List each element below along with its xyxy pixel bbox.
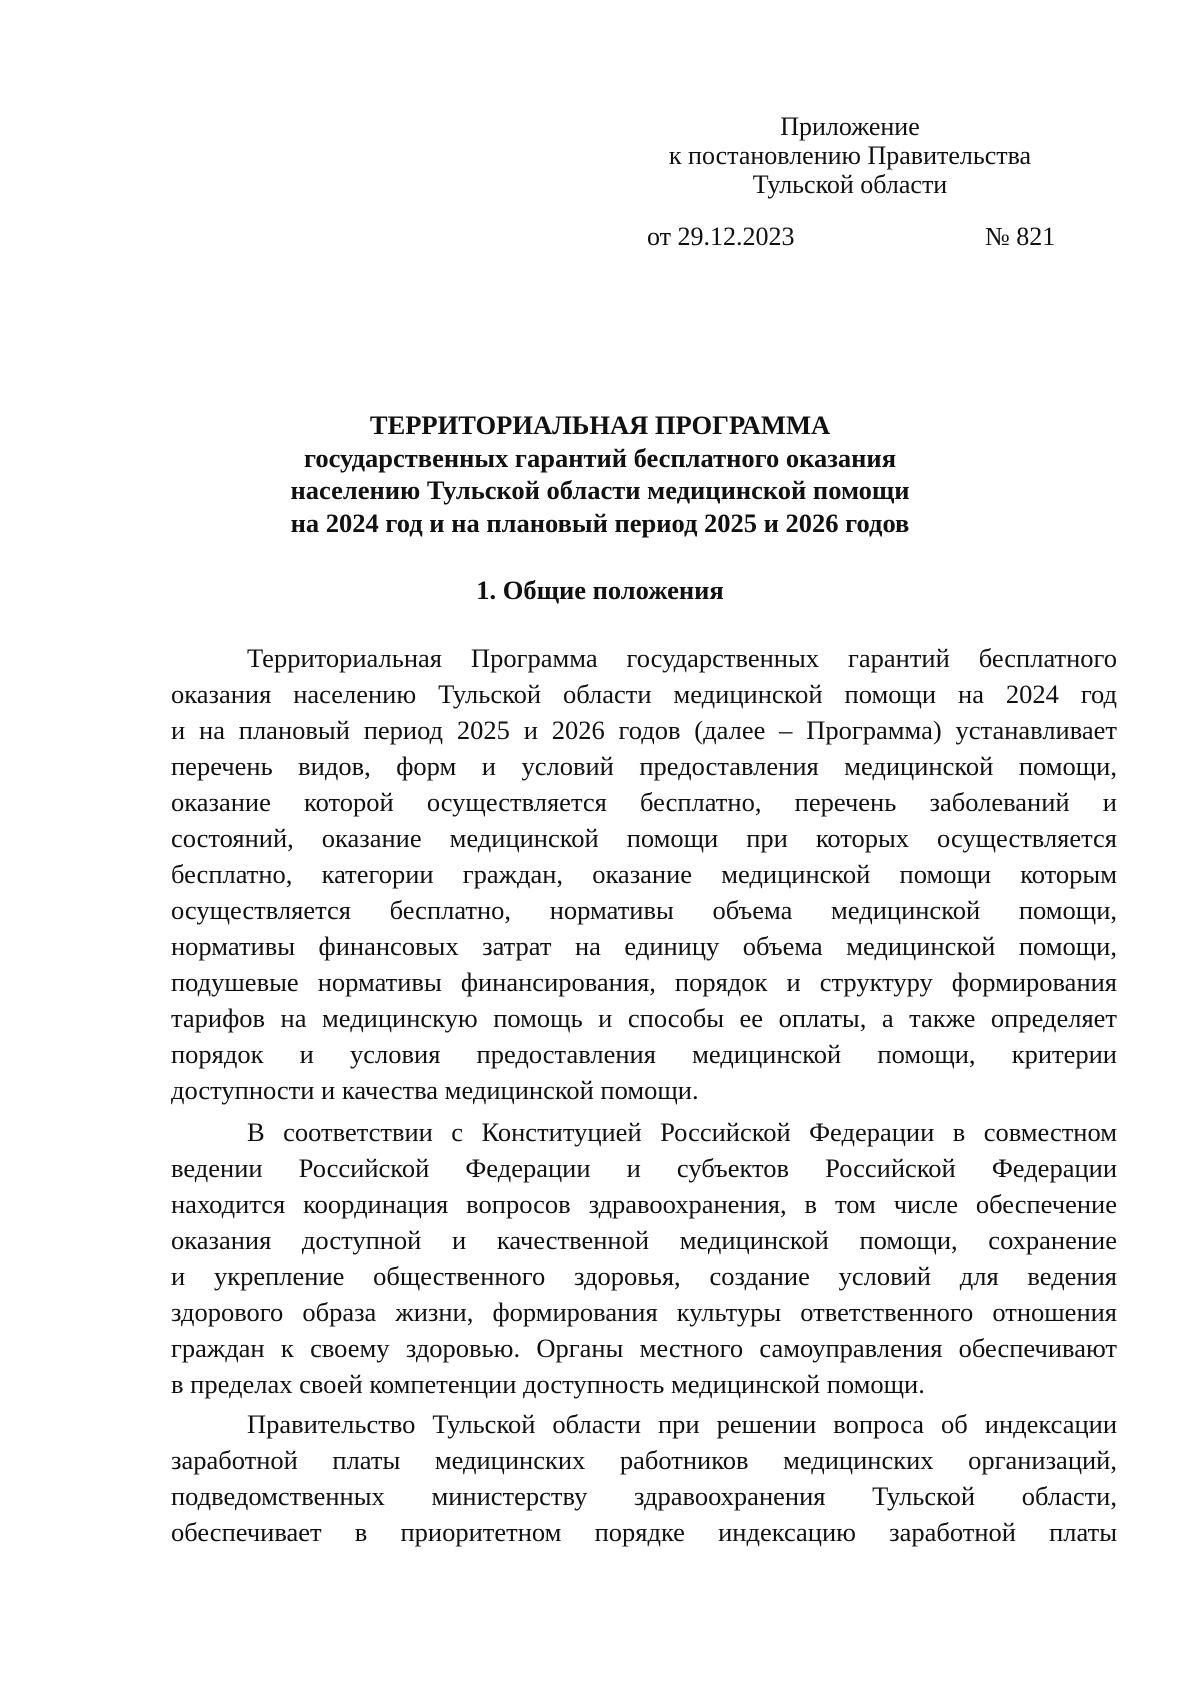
text-line: подведомственных министерству здравоохранения Тульской области, [171, 1481, 1117, 1511]
text-line: состояний, оказание медицинской помощи при которых осуществляется [171, 823, 1117, 853]
approval-line: Приложение [780, 112, 920, 141]
text-line: находится координация вопросов здравоохранения, в том числе обеспечение [171, 1189, 1117, 1219]
text-line: перечень видов, форм и условий предоставления медицинской помощи, [171, 751, 1117, 781]
text-line: граждан к своему здоровью. Органы местного самоуправления обеспечивают [171, 1333, 1117, 1363]
text-line: оказание которой осуществляется бесплатно, перечень заболеваний и [171, 787, 1117, 817]
document-number: № 821 [985, 222, 1056, 251]
text-line: осуществляется бесплатно, нормативы объема медицинской помощи, [171, 895, 1117, 925]
approval-stamp [650, 112, 1050, 199]
text-line: тарифов на медицинскую помощь и способы ее оплаты, а также определяет [171, 1003, 1117, 1033]
text-line: оказания доступной и качественной медицинской помощи, сохранение [171, 1225, 1117, 1255]
title-line: ТЕРРИТОРИАЛЬНАЯ ПРОГРАММА [369, 410, 831, 440]
approval-line: Тульской области [752, 170, 948, 199]
program-title [150, 409, 1050, 539]
text-line: и на плановый период 2025 и 2026 годов (далее – Программа) устанавливает [171, 715, 1117, 745]
text-line: В соответствии с Конституцией Российской Федерации в совместном [247, 1117, 1117, 1147]
paragraph-salary-indexation [171, 1406, 1117, 1550]
text-line: нормативы финансовых затрат на единицу объема медицинской помощи, [171, 931, 1117, 961]
text-line: Территориальная Программа государственных гарантий бесплатного [247, 643, 1117, 673]
text-line: Правительство Тульской области при решении вопроса об индексации [247, 1409, 1117, 1439]
text-line: и укрепление общественного здоровья, создание условий для ведения [171, 1261, 1117, 1291]
approval-line: к постановлению Правительства [668, 141, 1032, 170]
title-line: государственных гарантий бесплатного оказания [303, 442, 897, 473]
text-line: ведении Российской Федерации и субъектов Российской Федерации [171, 1153, 1117, 1183]
text-line: в пределах своей компетенции доступность медицинской помощи. [171, 1369, 925, 1399]
text-line: бесплатно, категории граждан, оказание медицинской помощи которым [171, 859, 1117, 889]
document-date: от 29.12.2023 [647, 222, 795, 251]
title-line: на 2024 год и на плановый период 2025 и 2026 годов [290, 507, 910, 538]
text-line: доступности и качества медицинской помощи. [171, 1075, 699, 1105]
title-line: населению Тульской области медицинской помощи [290, 475, 910, 505]
text-line: здорового образа жизни, формирования культуры ответственного отношения [171, 1297, 1117, 1327]
text-line: подушевые нормативы финансирования, порядок и структуру формирования [171, 967, 1117, 997]
text-line: порядок и условия предоставления медицинской помощи, критерии [171, 1039, 1117, 1069]
section-heading: 1. Общие положения [476, 575, 724, 605]
text-line: оказания населению Тульской области медицинской помощи на 2024 год [171, 679, 1117, 709]
text-line: обеспечивает в приоритетном порядке индексацию заработной платы [171, 1517, 1117, 1547]
paragraph-constitution [171, 1114, 1117, 1402]
paragraph-general-provisions [171, 640, 1117, 1108]
text-line: заработной платы медицинских работников медицинских организаций, [171, 1445, 1117, 1475]
